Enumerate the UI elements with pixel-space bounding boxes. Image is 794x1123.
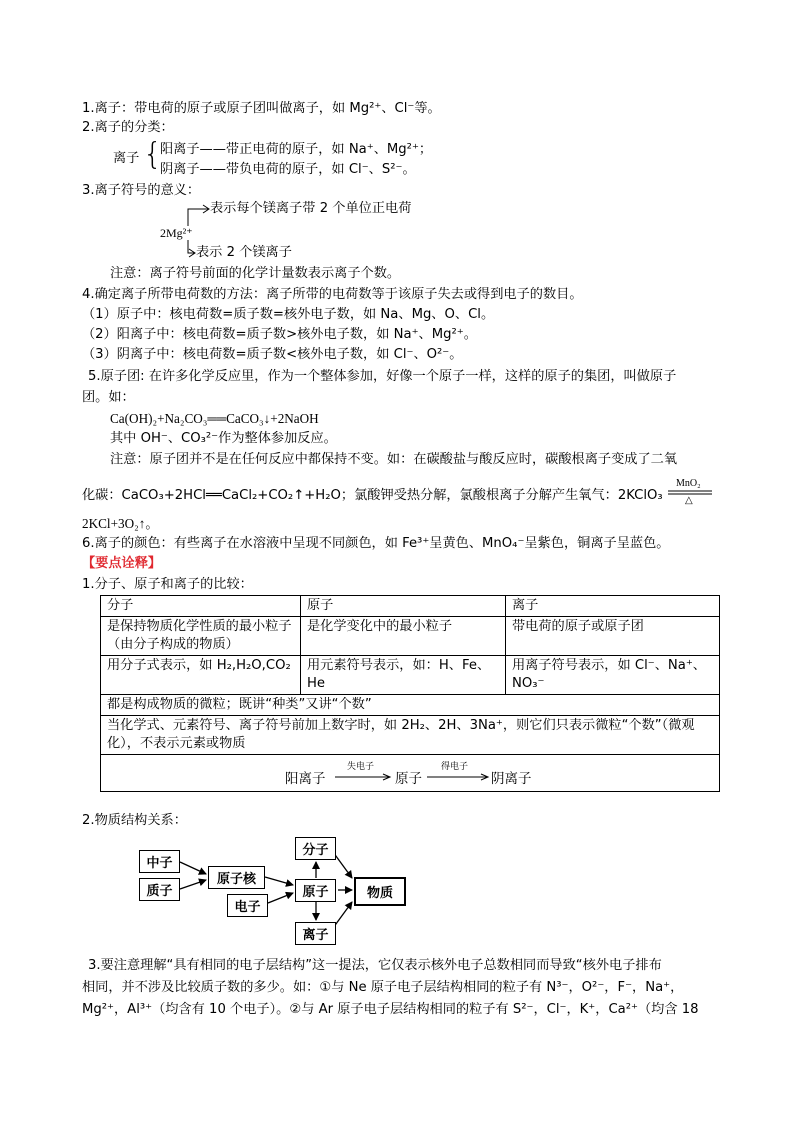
- header-molecule: 分子: [101, 596, 301, 617]
- radical-caution: 注意：原子团并不是在任何反应中都保持不变。如：在碳酸盐与酸反应时，碳酸根离子变成了二氧: [110, 452, 678, 467]
- gain-electron-label: 得电子: [441, 762, 469, 772]
- table-cell: 都是构成物质的微粒；既讲“种类”又讲“个数”: [101, 695, 720, 716]
- atom-box: 原子: [295, 879, 336, 902]
- cation-rule: （2）阳离子中：核电荷数=质子数>核外电子数，如 Na⁺、Mg²⁺。: [82, 327, 477, 342]
- charge-method-heading: 4.确定离子所带电荷数的方法：离子所带的电荷数等于该原子失去或得到电子的数目。: [82, 287, 583, 302]
- equation-caoh: Ca(OH)₂+Na₂CO₃══CaCO₃↓+2NaOH: [110, 411, 319, 426]
- symbol-meaning-heading: 3.离子符号的意义：: [82, 183, 201, 198]
- conversion-atom: 原子: [395, 771, 422, 787]
- anion-definition: 阴离子——带负电荷的原子，如 Cl⁻、S²⁻。: [160, 162, 416, 177]
- anion-rule: （3）阴离子中：核电荷数=质子数<核外电子数，如 Cl⁻、O²⁻。: [82, 347, 463, 362]
- table-cell: 带电荷的原子或原子团: [506, 617, 720, 656]
- matter-box: 物质: [354, 877, 406, 906]
- atom-rule: （1）原子中：核电荷数=质子数=核外电子数，如 Na、Mg、O、Cl。: [82, 307, 495, 322]
- conversion-cation: 阳离子: [285, 771, 326, 787]
- electron-structure-para: 3.要注意理解“具有相同的电子层结构”这一提法，它仅表示核外电子总数相同而导致“核外电子排布: [88, 958, 662, 973]
- electron-box: 电子: [227, 894, 268, 917]
- conversion-anion: 阴离子: [491, 771, 532, 787]
- table-cell: 当化学式、元素符号、离子符号前加上数字时，如 2H₂、2H、3Na⁺，则它们只表示微粒“个数”（微观化），不表示元素或物质: [101, 716, 720, 755]
- ion-symbol: 2Mg²⁺: [160, 226, 193, 240]
- section-heading: 【要点诠释】: [82, 556, 162, 571]
- heat-symbol: △: [685, 495, 693, 506]
- equation-caco3: 化碳：CaCO₃+2HCl══CaCl₂+CO₂↑+H₂O；氯酸钾受热分解，氯酸根离子分解产生氧气：2KClO₃: [82, 488, 663, 503]
- radical-note: 其中 OH⁻、CO₃²⁻作为整体参加反应。: [110, 431, 337, 446]
- definition-line: 1.离子：带电荷的原子或原子团叫做离子，如 Mg²⁺、Cl⁻等。: [82, 101, 441, 116]
- comparison-heading: 1.分子、原子和离子的比较：: [82, 577, 253, 592]
- classification-label: 离子: [113, 151, 140, 166]
- header-ion: 离子: [506, 596, 720, 617]
- catalyst-label: MnO₂: [676, 478, 701, 489]
- header-atom: 原子: [301, 596, 506, 617]
- table-cell: 是化学变化中的最小粒子: [301, 617, 506, 656]
- radical-definition-cont: 团。如：: [82, 390, 135, 405]
- proton-box: 质子: [139, 878, 180, 901]
- nucleus-box: 原子核: [208, 866, 265, 889]
- equation-products: 2KCl+3O₂↑。: [82, 516, 159, 531]
- table-cell: 用分子式表示，如 H₂,H₂O,CO₂: [101, 656, 301, 695]
- table-cell: 用元素符号表示，如：H、Fe、He: [301, 656, 506, 695]
- classification-heading: 2.离子的分类：: [82, 120, 174, 135]
- meaning-count: 表示 2 个镁离子: [196, 245, 292, 260]
- lose-electron-label: 失电子: [347, 762, 375, 772]
- note-coefficient: 注意：离子符号前面的化学计量数表示离子个数。: [110, 266, 401, 281]
- electron-structure-para-3: Mg²⁺，Al³⁺（均含有 10 个电子）。②与 Ar 原子电子层结构相同的粒子有 S²⁻，Cl⁻，K⁺，Ca²⁺（均含 18: [82, 1002, 699, 1017]
- structure-heading: 2.物质结构关系：: [82, 813, 187, 828]
- neutron-box: 中子: [139, 850, 180, 873]
- brace-icon: {: [143, 137, 163, 172]
- radical-definition: 5.原子团: 在许多化学反应里，作为一个整体参加，好像一个原子一样，这样的原子的集团，叫做原子: [88, 369, 677, 384]
- electron-structure-para-2: 相同，并不涉及比较质子数的多少。如：①与 Ne 原子电子层结构相同的粒子有 N³⁻，O²⁻，F⁻，Na⁺，: [82, 980, 684, 995]
- table-cell: 用离子符号表示，如 Cl⁻、Na⁺、NO₃⁻: [506, 656, 720, 695]
- molecule-box: 分子: [295, 837, 336, 860]
- cation-definition: 阳离子——带正电荷的原子，如 Na⁺、Mg²⁺；: [160, 142, 433, 157]
- meaning-charge: 表示每个镁离子带 2 个单位正电荷: [210, 201, 412, 216]
- ion-colors: 6.离子的颜色：有些离子在水溶液中呈现不同颜色，如 Fe³⁺呈黄色、MnO₄⁻呈紫色，铜离子呈蓝色。: [82, 536, 670, 551]
- table-cell: 是保持物质化学性质的最小粒子（由分子构成的物质）: [101, 617, 301, 656]
- ion-box: 离子: [295, 922, 336, 945]
